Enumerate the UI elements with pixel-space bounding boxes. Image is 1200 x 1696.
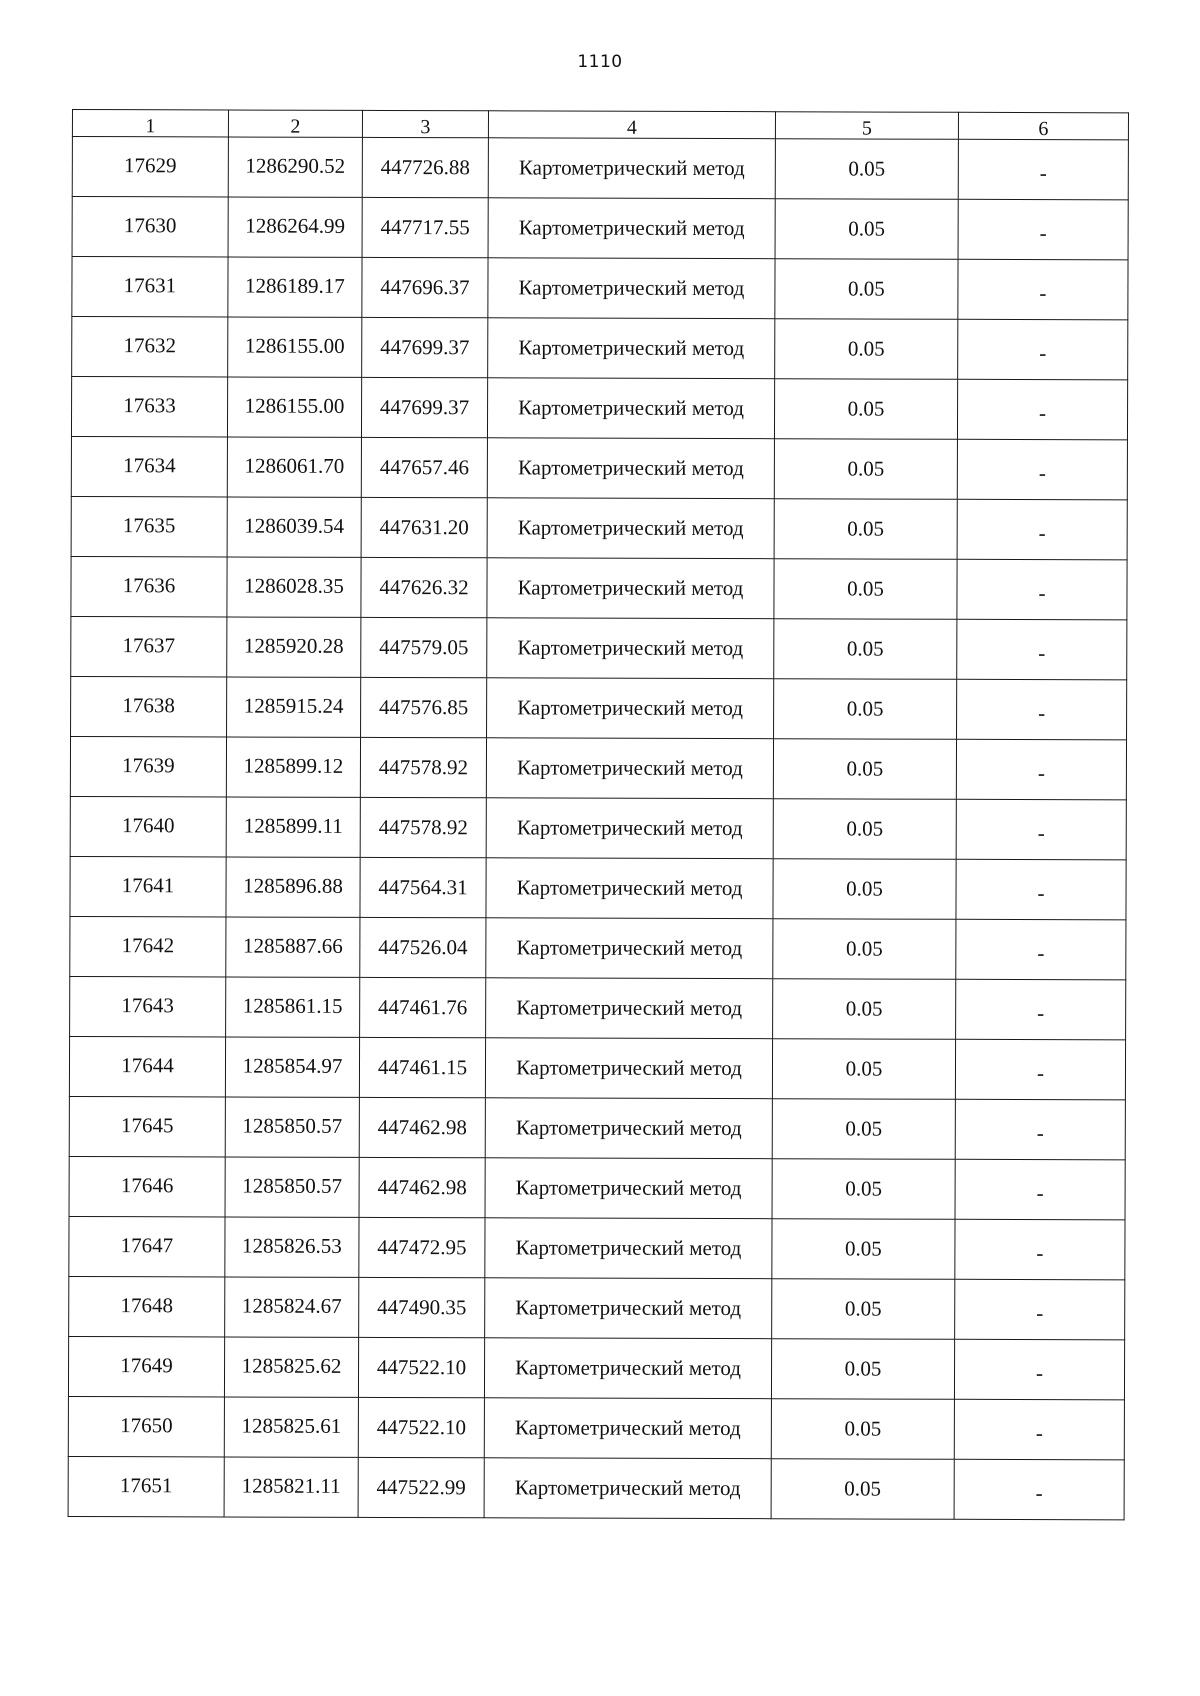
table-row [69,1276,1125,1339]
cell-method: Картометрический метод [487,678,774,739]
cell-coordinate-y: 447717.55 [362,197,488,257]
cell-coordinate-y: 447564.31 [360,857,486,917]
cell-coordinate-x: 1286189.17 [228,257,362,317]
cell-method: Картометрический метод [485,1098,772,1159]
cell-coordinate-x: 1285915.24 [227,677,361,737]
cell-coordinate-x: 1285854.97 [225,1037,359,1097]
cell-coordinate-y: 447578.92 [360,737,486,797]
cell-note: - [958,139,1128,200]
cell-point-number: 17635 [71,496,227,556]
table-row [69,1156,1125,1219]
cell-coordinate-x: 1286155.00 [227,377,361,437]
column-header-6: 6 [958,112,1128,140]
cell-coordinate-x: 1285824.67 [225,1277,359,1337]
column-header-2: 2 [228,110,362,137]
cell-method: Картометрический метод [487,378,774,439]
cell-note: - [956,859,1126,920]
cell-coordinate-y: 447472.95 [359,1217,485,1277]
cell-method: Картометрический метод [487,438,774,499]
cell-accuracy: 0.05 [773,979,956,1040]
table-row [72,317,1128,380]
cell-coordinate-x: 1286028.35 [227,557,361,617]
cell-coordinate-x: 1286039.54 [227,497,361,557]
cell-point-number: 17648 [69,1276,225,1336]
cell-note: - [955,1099,1125,1160]
cell-coordinate-x: 1285826.53 [225,1217,359,1277]
cell-coordinate-y: 447699.37 [361,377,487,437]
table-header [72,110,1128,140]
cell-method: Картометрический метод [484,1458,771,1519]
cell-coordinate-y: 447461.76 [360,977,486,1037]
cell-point-number: 17649 [68,1336,224,1396]
table-row [68,1336,1124,1399]
table-row [70,796,1126,859]
cell-accuracy: 0.05 [772,1039,955,1100]
page-number: 1110 [577,52,623,72]
cell-coordinate-x: 1285825.62 [224,1337,358,1397]
cell-coordinate-x: 1285896.88 [226,857,360,917]
cell-accuracy: 0.05 [773,859,956,920]
cell-accuracy: 0.05 [771,1339,954,1400]
cell-method: Картометрический метод [487,618,774,679]
cell-accuracy: 0.05 [775,259,958,320]
cell-method: Картометрический метод [486,738,773,799]
cell-coordinate-x: 1285887.66 [226,917,360,977]
cell-method: Картометрический метод [485,1218,772,1279]
coordinates-table [68,109,1129,1520]
cell-note: - [954,1339,1124,1400]
cell-accuracy: 0.05 [774,679,957,740]
cell-note: - [957,439,1127,500]
cell-accuracy: 0.05 [773,739,956,800]
cell-point-number: 17629 [72,137,228,197]
cell-coordinate-x: 1285899.12 [226,737,360,797]
cell-method: Картометрический метод [486,918,773,979]
cell-coordinate-y: 447578.92 [360,797,486,857]
cell-note: - [954,1399,1124,1460]
cell-point-number: 17642 [70,916,226,976]
cell-method: Картометрический метод [486,798,773,859]
cell-accuracy: 0.05 [771,1399,954,1460]
cell-accuracy: 0.05 [772,1099,955,1160]
cell-coordinate-y: 447522.99 [358,1457,484,1517]
cell-note: - [956,919,1126,980]
cell-coordinate-y: 447526.04 [360,917,486,977]
cell-note: - [956,979,1126,1040]
table-row [72,137,1128,200]
table-row [72,197,1128,260]
column-header-5: 5 [775,112,958,140]
table-row [72,257,1128,320]
table-row [70,916,1126,979]
cell-method: Картометрический метод [485,1038,772,1099]
cell-note: - [957,559,1127,620]
cell-coordinate-x: 1285821.11 [224,1457,358,1517]
table-row [70,976,1126,1039]
cell-coordinate-y: 447462.98 [359,1097,485,1157]
table-row [71,676,1127,739]
cell-note: - [956,739,1126,800]
cell-accuracy: 0.05 [774,619,957,680]
cell-accuracy: 0.05 [773,919,956,980]
cell-note: - [955,1159,1125,1220]
cell-point-number: 17639 [70,736,226,796]
table-row [68,1456,1124,1519]
cell-coordinate-y: 447462.98 [359,1157,485,1217]
cell-accuracy: 0.05 [771,1459,954,1520]
column-header-3: 3 [362,110,488,137]
table-row [70,736,1126,799]
cell-accuracy: 0.05 [774,499,957,560]
cell-point-number: 17633 [71,377,227,437]
table-row [69,1096,1125,1159]
table-row [71,556,1127,619]
cell-method: Картометрический метод [488,198,775,259]
cell-coordinate-x: 1285899.11 [226,797,360,857]
cell-coordinate-y: 447522.10 [358,1337,484,1397]
cell-method: Картометрический метод [488,258,775,319]
cell-coordinate-x: 1285850.57 [225,1157,359,1217]
table-row [71,616,1127,679]
table-row [69,1036,1125,1099]
cell-accuracy: 0.05 [773,799,956,860]
cell-point-number: 17651 [68,1456,224,1516]
cell-point-number: 17645 [69,1096,225,1156]
column-header-1: 1 [72,110,228,137]
cell-method: Картометрический метод [484,1338,771,1399]
cell-coordinate-y: 447657.46 [361,437,487,497]
cell-point-number: 17638 [71,676,227,736]
cell-coordinate-x: 1286264.99 [228,197,362,257]
cell-method: Картометрический метод [485,1158,772,1219]
cell-point-number: 17647 [69,1216,225,1276]
cell-accuracy: 0.05 [775,139,958,200]
table-row [70,856,1126,919]
table-row [69,1216,1125,1279]
table-row [71,436,1127,499]
cell-accuracy: 0.05 [772,1279,955,1340]
cell-point-number: 17636 [71,556,227,616]
cell-point-number: 17650 [68,1396,224,1456]
table-row [68,1396,1124,1459]
cell-accuracy: 0.05 [772,1159,955,1220]
cell-coordinate-x: 1285920.28 [227,617,361,677]
cell-point-number: 17630 [72,197,228,257]
cell-method: Картометрический метод [484,1398,771,1459]
cell-method: Картометрический метод [488,138,775,199]
cell-method: Картометрический метод [486,978,773,1039]
cell-coordinate-y: 447699.37 [362,317,488,377]
cell-method: Картометрический метод [487,558,774,619]
cell-coordinate-x: 1285861.15 [226,977,360,1037]
cell-accuracy: 0.05 [772,1219,955,1280]
cell-note: - [957,679,1127,740]
cell-note: - [958,319,1128,380]
cell-point-number: 17646 [69,1156,225,1216]
cell-note: - [955,1279,1125,1340]
cell-coordinate-y: 447631.20 [361,497,487,557]
header-row [72,110,1128,140]
cell-accuracy: 0.05 [775,199,958,260]
cell-coordinate-y: 447490.35 [359,1277,485,1337]
cell-coordinate-x: 1286155.00 [228,317,362,377]
cell-method: Картометрический метод [486,858,773,919]
cell-accuracy: 0.05 [775,319,958,380]
cell-method: Картометрический метод [488,318,775,379]
cell-note: - [957,619,1127,680]
cell-note: - [958,259,1128,320]
cell-accuracy: 0.05 [774,379,957,440]
cell-coordinate-y: 447576.85 [361,677,487,737]
cell-coordinate-x: 1285850.57 [225,1097,359,1157]
cell-accuracy: 0.05 [774,559,957,620]
cell-method: Картометрический метод [487,498,774,559]
cell-coordinate-y: 447522.10 [358,1397,484,1457]
cell-note: - [958,199,1128,260]
cell-note: - [956,799,1126,860]
cell-accuracy: 0.05 [774,439,957,500]
cell-point-number: 17631 [72,257,228,317]
table-row [71,377,1127,440]
cell-coordinate-y: 447461.15 [359,1037,485,1097]
cell-note: - [957,379,1127,440]
cell-coordinate-y: 447696.37 [362,257,488,317]
cell-point-number: 17644 [69,1036,225,1096]
cell-note: - [957,499,1127,560]
table-body [68,137,1128,1520]
cell-coordinate-y: 447726.88 [362,137,488,197]
cell-point-number: 17641 [70,856,226,916]
cell-coordinate-x: 1285825.61 [224,1397,358,1457]
cell-coordinate-x: 1286290.52 [228,137,362,197]
cell-note: - [954,1459,1124,1520]
cell-coordinate-y: 447579.05 [361,617,487,677]
cell-point-number: 17640 [70,796,226,856]
cell-coordinate-y: 447626.32 [361,557,487,617]
column-header-4: 4 [488,111,775,139]
table-row [71,496,1127,559]
cell-point-number: 17643 [70,976,226,1036]
cell-point-number: 17637 [71,616,227,676]
cell-point-number: 17632 [72,317,228,377]
cell-note: - [955,1219,1125,1280]
cell-note: - [955,1039,1125,1100]
cell-method: Картометрический метод [485,1278,772,1339]
cell-point-number: 17634 [71,436,227,496]
cell-coordinate-x: 1286061.70 [227,437,361,497]
